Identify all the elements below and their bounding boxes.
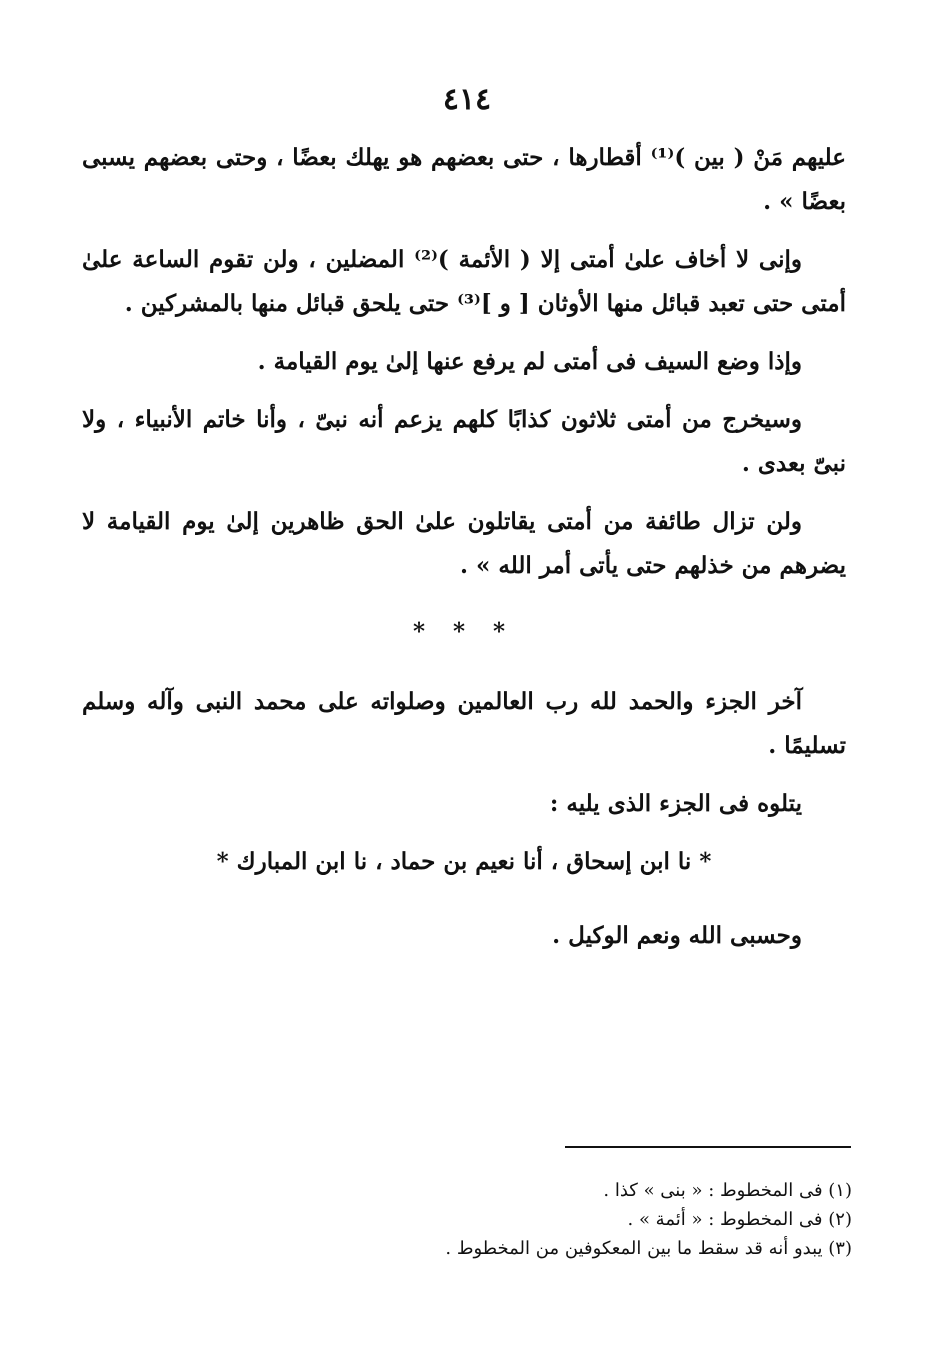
page-number: ٤١٤	[442, 82, 492, 117]
main-text	[82, 136, 846, 972]
section-separator: * * *	[412, 618, 516, 645]
footnotes	[260, 1176, 852, 1263]
footnote-2: (٢) فى المخطوط : « أئمة » .	[627, 1209, 852, 1230]
next-part-text: * نا ابن إسحاق ، أنا نعيم بن حماد ، نا ابن المبارك *	[216, 848, 712, 875]
footnote-3: (٣) يبدو أنه قد سقط ما بين المعكوفين من المخطوط .	[445, 1238, 852, 1259]
next-part-intro: يتلوه فى الجزء الذى يليه :	[549, 790, 802, 817]
colophon: آخر الجزء والحمد لله رب العالمين وصلواته على محمد النبى وآله وسلم تسليمًا .	[82, 688, 846, 759]
footnote-1: (١) فى المخطوط : « بنى » كذا .	[603, 1180, 852, 1201]
paragraph-1: عليهم مَنْ ( بين )⁽¹⁾ أقطارها ، حتى بعضهم هو يهلك بعضًا ، وحتى بعضهم يسبى بعضًا » .	[82, 144, 846, 215]
paragraph-5: ولن تزال طائفة من أمتى يقاتلون علىٰ الحق ظاهرين إلىٰ يوم القيامة لا يضرهم من خذلهم حتى يأتى أمر الله » .	[82, 508, 846, 579]
closing-line: وحسبى الله ونعم الوكيل .	[552, 922, 802, 949]
paragraph-3: وإذا وضع السيف فى أمتى لم يرفع عنها إلىٰ يوم القيامة .	[257, 348, 802, 375]
paragraph-4: وسيخرج من أمتى ثلاثون كذابًا كلهم يزعم أنه نبىّ ، وأنا خاتم الأنبياء ، ولا نبىّ بعدى .	[82, 406, 846, 477]
footnote-divider	[565, 1146, 851, 1148]
paragraph-2: وإنى لا أخاف علىٰ أمتى إلا ( الأئمة )⁽²⁾ المضلين ، ولن تقوم الساعة علىٰ أمتى حتى تعبد قبائل منها الأوثان [ و ]⁽³⁾ حتى يلحق قبائل منها بالمشركين .	[82, 246, 846, 317]
